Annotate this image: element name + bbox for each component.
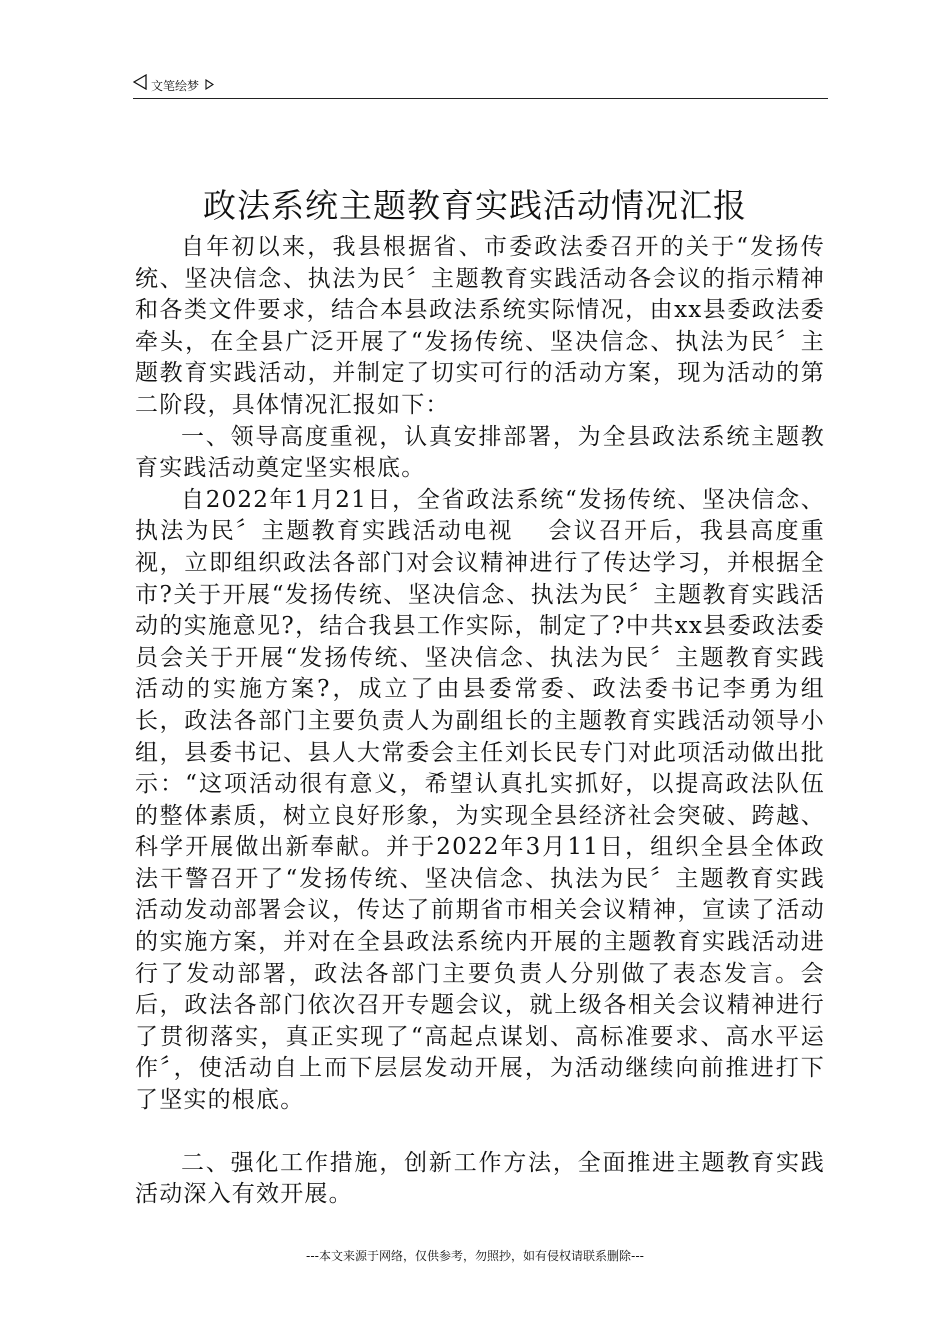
paragraph-section-one-body: 自2022年1月21日，全省政法系统“发扬传统、坚决信念、执法为民〞主题教育实践活动电视 会议召开后，我县高度重视，立即组织政法各部门对会议精神进行了传达学习，并根据全市?关于开展“发扬传统、坚决信念、执法为民〞主题教育实践活动的实施意见?，结合我县工作实际，制定了?中共xx县委政法委员会关于开展“发扬传统、坚决信念、执法为民〞主题教育实践活动的实施方案?，成立了由县委常委、政法委书记李勇为组长，政法各部门主要负责人为副组长的主题教育实践活动领导小组，县委书记、县人大常委会主任刘长民专门对此项活动做出批示：“这项活动很有意义，希望认真扎实抓好，以提高政法队伍的整体素质，树立良好形象，为实现全县经济社会突破、跨越、科学开展做出新奉献。并于2022年3月11日，组织全县全体政法干警召开了“发扬传统、坚决信念、执法为民〞主题教育实践活动发动部署会议，传达了前期省市相关会议精神，宣读了活动的实施方案，并对在全县政法系统内开展的主题教育实践活动进行了发动部署，政法各部门主要负责人分别做了表态发言。会后，政法各部门依次召开专题会议，就上级各相关会议精神进行了贯彻落实，真正实现了“高起点谋划、高标准要求、高水平运作〞，使活动自上而下层层发动开展，为活动继续向前推进打下了坚实的根底。 bbox=[135, 486, 825, 1114]
document-title: 政法系统主题教育实践活动情况汇报 bbox=[203, 186, 747, 225]
page-footer-disclaimer: ---本文来源于网络，仅供参考，勿照抄，如有侵权请联系删除--- bbox=[306, 1249, 644, 1263]
paragraph-intro: 自年初以来，我县根据省、市委政法委召开的关于“发扬传统、坚决信念、执法为民〞主题教育实践活动各会议的指示精神和各类文件要求，结合本县政法系统实际情况，由xx县委政法委牵头，在全县广泛开展了“发扬传统、坚决信念、执法为民〞主题教育实践活动，并制定了切实可行的活动方案，现为活动的第二阶段，具体情况汇报如下： bbox=[135, 234, 825, 418]
header-brand: 文笔绘梦 bbox=[151, 78, 200, 93]
triangle-right-icon bbox=[205, 75, 214, 97]
paragraph-section-two-heading: 二、强化工作措施，创新工作方法，全面推进主题教育实践活动深入有效开展。 bbox=[135, 1149, 825, 1208]
triangle-left-icon bbox=[133, 74, 147, 97]
document-body bbox=[135, 232, 825, 1211]
page-header bbox=[133, 74, 828, 99]
paragraph-section-one-heading: 一、领导高度重视，认真安排部署，为全县政法系统主题教育实践活动奠定坚实根底。 bbox=[135, 423, 825, 482]
